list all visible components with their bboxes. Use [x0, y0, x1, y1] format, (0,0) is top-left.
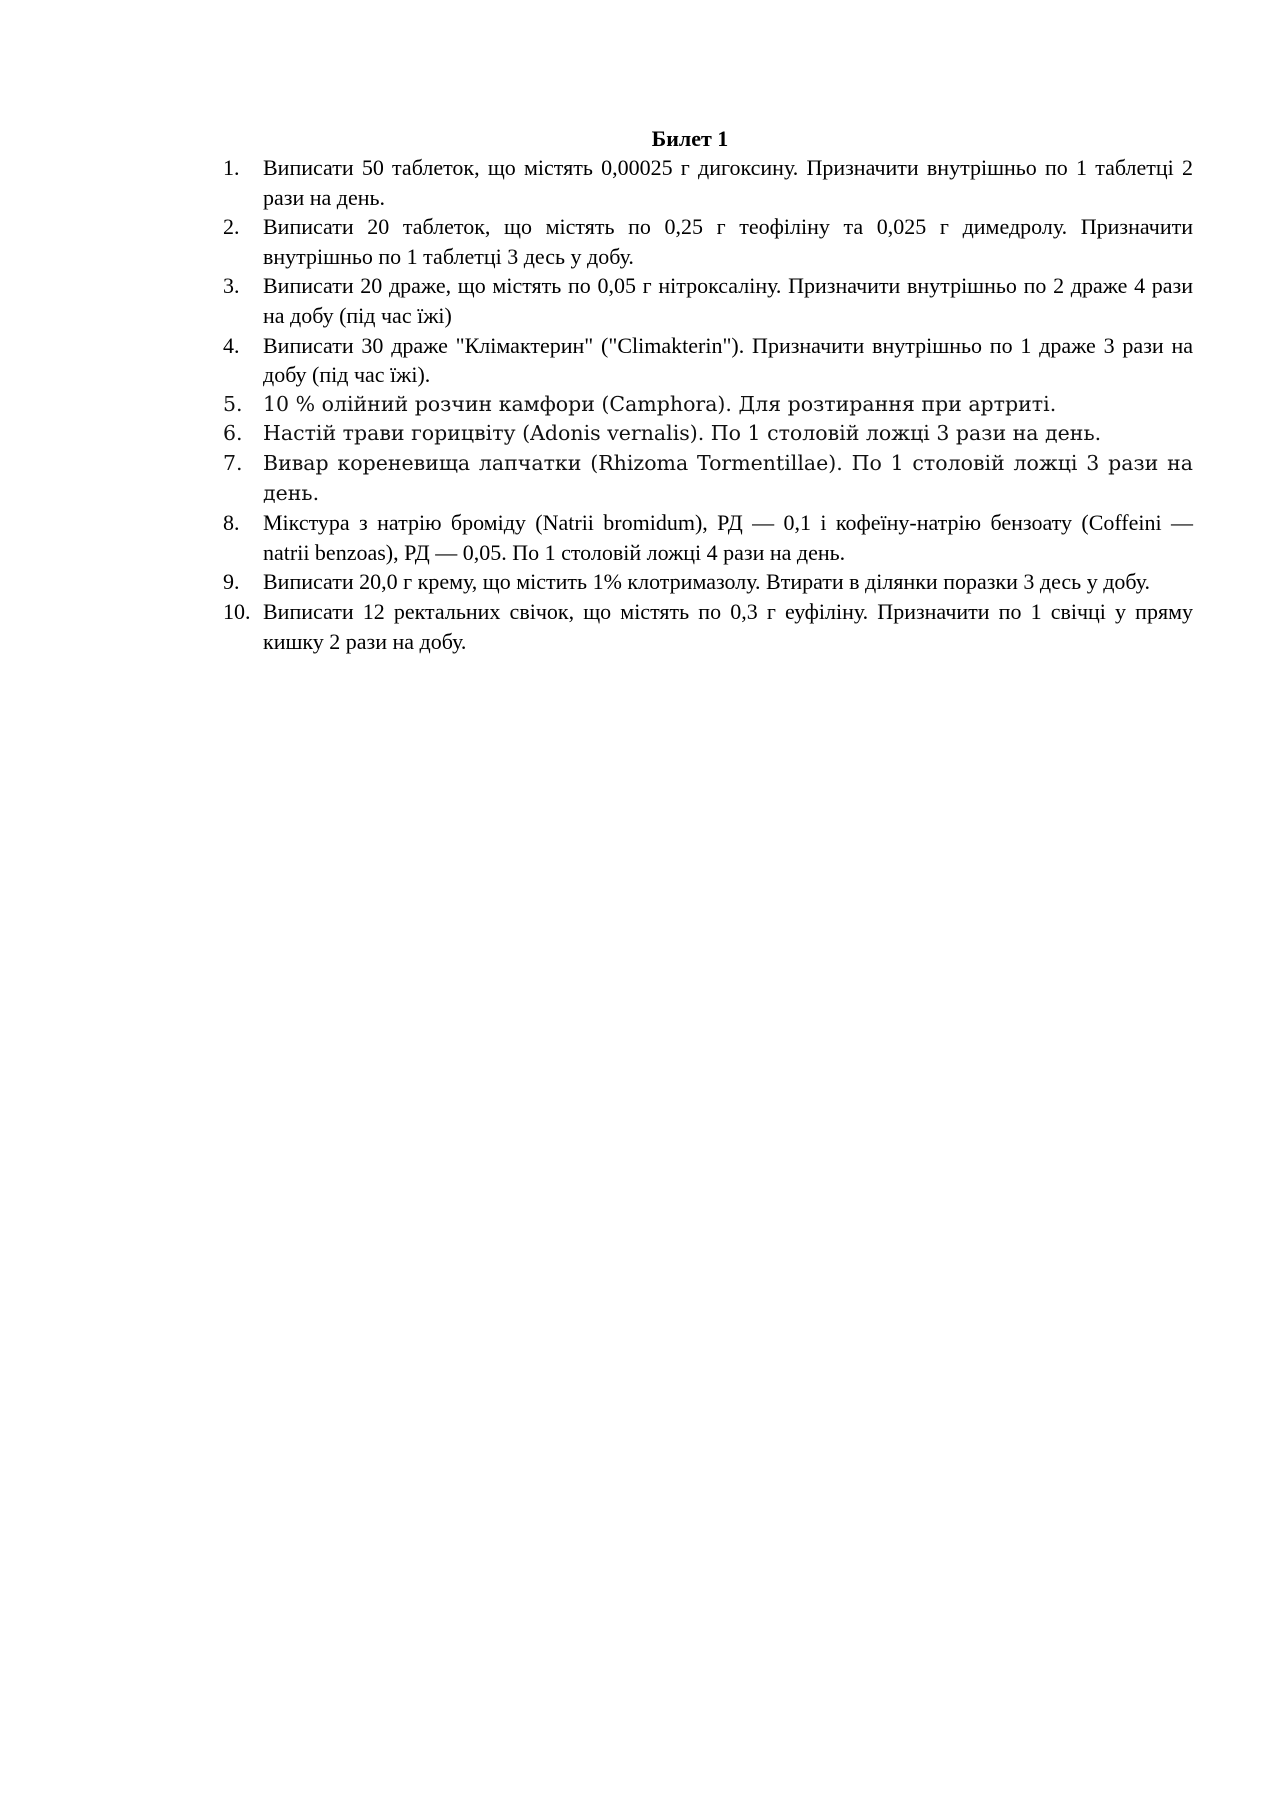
prescription-list [223, 153, 1193, 656]
list-item [223, 390, 1193, 420]
list-item [223, 567, 1193, 597]
item-text: Мікстура з натрію броміду (Natrii bromidum), РД — 0,1 і кофеїну-натрію бензоату (Coffeini — natrii benzoas), РД — 0,05. По 1 столовій ложці 4 рази на день. [263, 510, 1193, 565]
list-item [223, 508, 1193, 567]
item-number: 6. [223, 421, 243, 446]
item-text: Виписати 12 ректальних свічок, що містять по 0,3 г еуфіліну. Призначити по 1 свічці у пряму кишку 2 рази на добу. [263, 598, 1193, 654]
list-item [223, 212, 1193, 271]
list-item [223, 331, 1193, 390]
item-text: Настій трави горицвіту (Adonis vernalis). По 1 столовій ложці 3 рази на день. [263, 421, 1102, 446]
list-item [223, 153, 1193, 212]
item-number: 9. [223, 569, 240, 595]
item-number: 4. [223, 332, 240, 358]
item-number: 1. [223, 155, 240, 180]
item-number: 5. [223, 391, 243, 416]
item-text: Виписати 20 таблеток, що містять по 0,25 г теофіліну та 0,025 г димедролу. Призначити внутрішньо по 1 таблетці 3 десь у добу. [263, 214, 1193, 269]
list-item [223, 597, 1193, 656]
item-text: Виписати 50 таблеток, що містять 0,00025 г дигоксину. Призначити внутрішньо по 1 таблетці 2 рази на день. [263, 155, 1193, 210]
item-text: Виписати 30 драже "Клімактерин" ("Climakterin"). Призначити внутрішньо по 1 драже 3 рази на добу (під час їжі). [263, 332, 1193, 388]
item-text: Виписати 20,0 г крему, що містить 1% клотримазолу. Втирати в ділянки поразки 3 десь у добу. [263, 569, 1151, 595]
ticket-title: Билет 1 [651, 126, 729, 151]
item-text: Виписати 20 драже, що містять по 0,05 г нітроксаліну. Призначити внутрішньо по 2 драже 4 рази на добу (під час їжі) [263, 273, 1193, 328]
list-item [223, 419, 1193, 449]
item-text: 10 % олійний розчин камфори (Camphora). Для розтирання при артриті. [263, 391, 1057, 416]
list-item [223, 449, 1193, 508]
item-number: 3. [223, 273, 240, 299]
item-number: 2. [223, 214, 240, 240]
item-number: 7. [223, 450, 243, 475]
item-number: 10. [223, 598, 251, 624]
list-item [223, 271, 1193, 330]
item-number: 8. [223, 510, 240, 536]
item-text: Вивар кореневища лапчатки (Rhizoma Tormentillae). По 1 столовій ложці 3 рази на день. [263, 450, 1193, 505]
